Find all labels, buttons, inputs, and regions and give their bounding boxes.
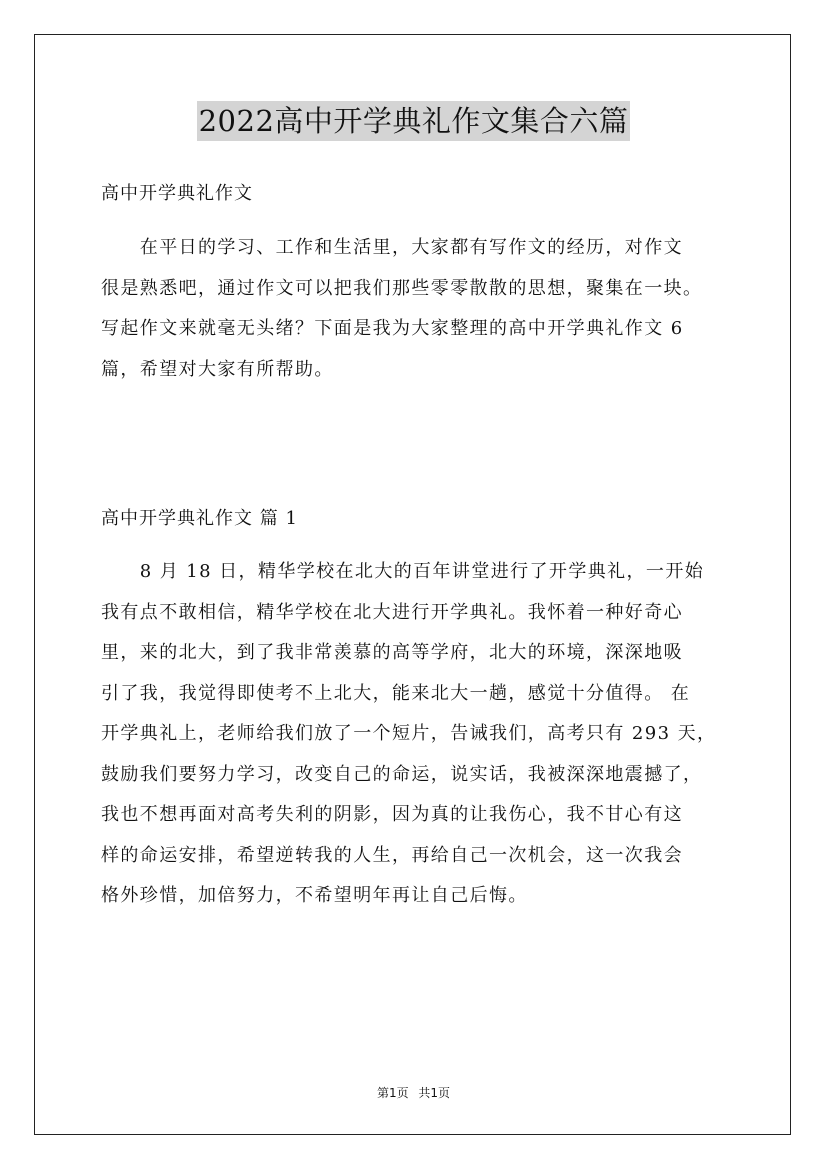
section-heading-essay-1: 高中开学典礼作文 篇 1 xyxy=(101,508,298,529)
title-container xyxy=(0,101,827,141)
paragraph-intro xyxy=(101,228,741,390)
document-title: 2022高中开学典礼作文集合六篇 xyxy=(197,101,631,141)
paragraph-line: 里，来的北大，到了我非常羡慕的高等学府，北大的环境，深深地吸 xyxy=(101,642,683,663)
paragraph-essay-1 xyxy=(101,552,741,917)
paragraph-line: 鼓励我们要努力学习，改变自己的命运，说实话，我被深深地震撼了， xyxy=(101,763,703,785)
page-number: 第1页 xyxy=(376,1086,409,1100)
paragraph-line: 样的命运安排，希望逆转我的人生，再给自己一次机会，这一次我会 xyxy=(101,844,683,866)
paragraph-line: 篇，希望对大家有所帮助。 xyxy=(101,358,334,380)
paragraph-line: 格外珍惜，加倍努力，不希望明年再让自己后悔。 xyxy=(101,885,528,906)
paragraph-line: 我有点不敢相信，精华学校在北大进行开学典礼。我怀着一种好奇心 xyxy=(101,601,683,623)
paragraph-line: 8 月 18 日，精华学校在北大的百年讲堂进行了开学典礼，一开始 xyxy=(101,561,705,582)
section-heading-intro: 高中开学典礼作文 xyxy=(101,183,253,204)
paragraph-line: 在平日的学习、工作和生活里，大家都有写作文的经历，对作文 xyxy=(101,237,683,258)
page-total: 共1页 xyxy=(418,1086,451,1100)
paragraph-line: 很是熟悉吧，通过作文可以把我们那些零零散散的思想，聚集在一块。 xyxy=(101,277,703,299)
paragraph-line: 开学典礼上，老师给我们放了一个短片，告诫我们，高考只有 293 天， xyxy=(101,723,717,744)
page-footer xyxy=(0,1084,827,1101)
paragraph-line: 写起作文来就毫无头绪？下面是我为大家整理的高中开学典礼作文 6 xyxy=(101,318,684,339)
paragraph-line: 我也不想再面对高考失利的阴影，因为真的让我伤心，我不甘心有这 xyxy=(101,804,683,825)
paragraph-line: 引了我，我觉得即使考不上北大，能来北大一趟，感觉十分值得。 在 xyxy=(101,682,691,704)
